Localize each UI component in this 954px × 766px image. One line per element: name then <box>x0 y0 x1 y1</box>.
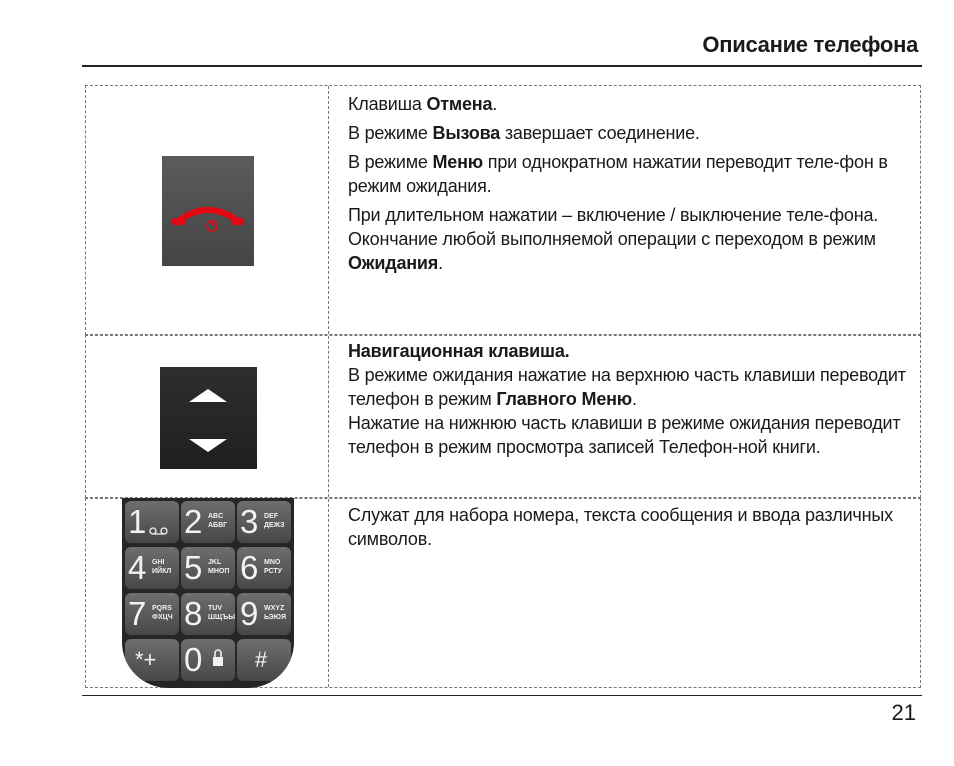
column-divider <box>328 86 329 334</box>
key-hash: # <box>237 639 291 681</box>
table-row <box>85 498 921 688</box>
key-8: 8 TUV ШЩЪЫ <box>181 593 235 635</box>
key-0: 0 <box>181 639 235 681</box>
text-line: В режиме Вызова завершает соединение. <box>348 123 700 143</box>
text-line: В режиме Меню при однократном нажатии переводит теле-фон в режим ожидания. <box>348 152 888 196</box>
text-line: При длительном нажатии – включение / выключение теле-фона. <box>348 205 879 225</box>
key-2: 2 ABC АБВГ <box>181 501 235 543</box>
navigation-key-description <box>348 339 906 459</box>
table-row <box>85 85 921 335</box>
table-row <box>85 335 921 498</box>
section-title: Навигационная клавиша. <box>348 341 570 361</box>
footer-rule <box>82 695 922 696</box>
arrow-up-icon <box>189 389 227 402</box>
lock-icon <box>211 647 225 669</box>
numeric-keypad-icon <box>122 498 294 688</box>
end-key-description <box>348 92 906 280</box>
page-title: Описание телефона <box>702 32 918 57</box>
column-divider <box>328 499 329 687</box>
keypad-description <box>348 503 906 551</box>
text-line: Нажатие на нижнюю часть клавиши в режиме ожидания переводит телефон в режим просмотра записей Телефон-ной книги. <box>348 413 901 457</box>
end-call-key-icon <box>162 156 254 266</box>
key-star-plus: *+ <box>125 639 179 681</box>
navigation-key-icon <box>160 367 257 469</box>
key-5: 5 JKL МНОП <box>181 547 235 589</box>
key-3: 3 DEF ДЕЖЗ <box>237 501 291 543</box>
text-line: В режиме ожидания нажатие на верхнюю часть клавиши переводит телефон в режим Главного Меню. <box>348 365 906 409</box>
arrow-down-icon <box>189 439 227 452</box>
text-line: Окончание любой выполняемой операции с переходом в режим Ожидания. <box>348 229 876 273</box>
text-line: Служат для набора номера, текста сообщения и ввода различных символов. <box>348 505 893 549</box>
key-description-table <box>85 85 921 688</box>
header-rule <box>82 65 922 67</box>
page-number: 21 <box>891 700 916 725</box>
voicemail-icon <box>149 527 169 535</box>
key-9: 9 WXYZ ЬЭЮЯ <box>237 593 291 635</box>
key-4: 4 GHI ИЙКЛ <box>125 547 179 589</box>
column-divider <box>328 336 329 497</box>
text-line: Клавиша Отмена. <box>348 94 498 114</box>
key-7: 7 PQRS ФХЦЧ <box>125 593 179 635</box>
key-1: 1 <box>125 501 179 543</box>
key-6: 6 MNO РСТУ <box>237 547 291 589</box>
